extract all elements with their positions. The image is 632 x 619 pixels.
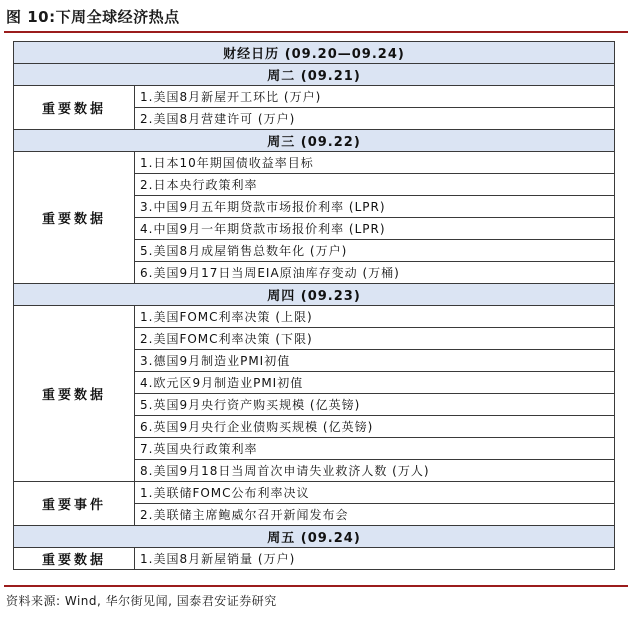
data-item: 6.美国9月17日当周EIA原油库存变动 (万桶) — [135, 262, 615, 284]
data-item: 5.英国9月央行资产购买规模 (亿英镑) — [135, 394, 615, 416]
data-item: 1.美国FOMC利率决策 (上限) — [135, 306, 615, 328]
day-header: 周三 (09.22) — [14, 130, 615, 152]
category-cell: 重要数据 — [14, 548, 135, 570]
data-item: 4.欧元区9月制造业PMI初值 — [135, 372, 615, 394]
day-header-row — [14, 64, 615, 86]
title-divider — [4, 31, 628, 33]
data-item: 5.美国8月成屋销售总数年化 (万户) — [135, 240, 615, 262]
calendar-header-row — [14, 42, 615, 64]
day-header-row — [14, 130, 615, 152]
data-item: 1.美联储FOMC公布利率决议 — [135, 482, 615, 504]
data-item: 1.美国8月新屋开工环比 (万户) — [135, 86, 615, 108]
table-row — [14, 306, 615, 328]
data-item: 6.英国9月央行企业债购买规模 (亿英镑) — [135, 416, 615, 438]
day-header-row — [14, 284, 615, 306]
data-item: 4.中国9月一年期贷款市场报价利率 (LPR) — [135, 218, 615, 240]
table-row — [14, 548, 615, 570]
economic-calendar-table — [13, 41, 615, 570]
table-row — [14, 152, 615, 174]
day-header: 周五 (09.24) — [14, 526, 615, 548]
calendar-header: 财经日历 (09.20—09.24) — [14, 42, 615, 64]
category-cell: 重要事件 — [14, 482, 135, 526]
day-header: 周二 (09.21) — [14, 64, 615, 86]
data-item: 2.日本央行政策利率 — [135, 174, 615, 196]
table-row — [14, 482, 615, 504]
day-header: 周四 (09.23) — [14, 284, 615, 306]
figure-title: 图 10:下周全球经济热点 — [6, 8, 180, 26]
data-item: 2.美国FOMC利率决策 (下限) — [135, 328, 615, 350]
data-item: 3.中国9月五年期贷款市场报价利率 (LPR) — [135, 196, 615, 218]
source-divider — [4, 585, 628, 587]
data-item: 7.英国央行政策利率 — [135, 438, 615, 460]
data-item: 8.美国9月18日当周首次申请失业救济人数 (万人) — [135, 460, 615, 482]
data-item: 3.德国9月制造业PMI初值 — [135, 350, 615, 372]
category-cell: 重要数据 — [14, 86, 135, 130]
category-cell: 重要数据 — [14, 152, 135, 284]
data-item: 2.美联储主席鲍威尔召开新闻发布会 — [135, 504, 615, 526]
data-item: 1.日本10年期国债收益率目标 — [135, 152, 615, 174]
source-note: 资料来源: Wind, 华尔街见闻, 国泰君安证券研究 — [6, 594, 277, 608]
table-row — [14, 86, 615, 108]
day-header-row — [14, 526, 615, 548]
data-item: 2.美国8月营建许可 (万户) — [135, 108, 615, 130]
data-item: 1.美国8月新屋销量 (万户) — [135, 548, 615, 570]
category-cell: 重要数据 — [14, 306, 135, 482]
